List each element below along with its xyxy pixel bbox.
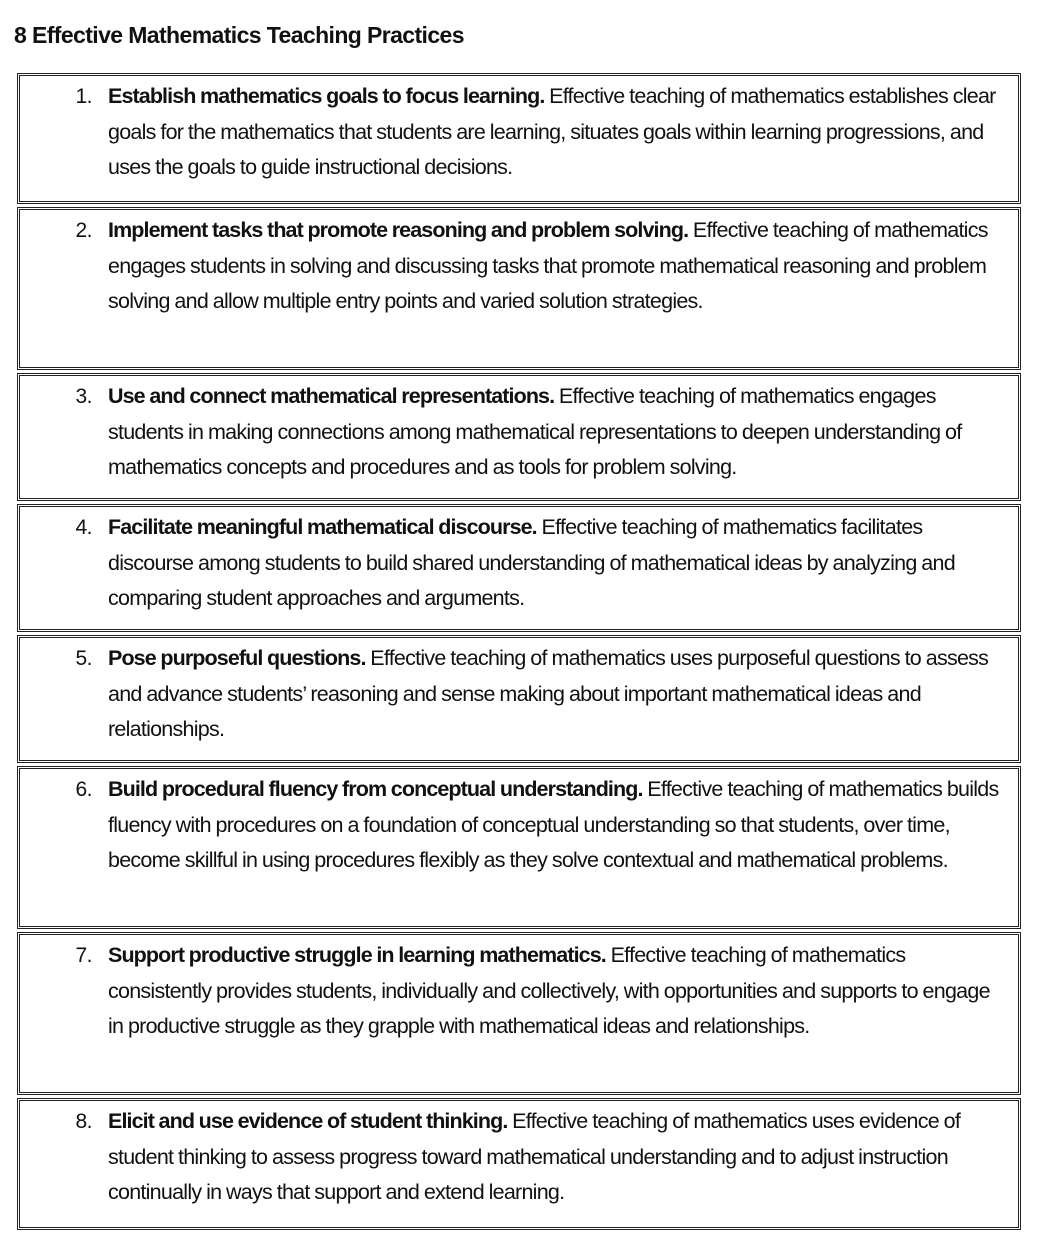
practice-row-2 xyxy=(17,207,1021,370)
practice-text xyxy=(108,769,1018,879)
practice-row-6 xyxy=(17,766,1021,929)
practice-row-7 xyxy=(17,932,1021,1095)
practice-text xyxy=(108,76,1018,186)
practice-row-1 xyxy=(17,73,1021,204)
practice-text xyxy=(108,210,1018,320)
practice-heading: Pose purposeful questions. xyxy=(108,646,366,670)
practice-row-3 xyxy=(17,373,1021,501)
practice-heading: Implement tasks that promote reasoning and problem solving. xyxy=(108,218,689,242)
practice-heading: Support productive struggle in learning mathematics. xyxy=(108,943,606,967)
practice-text xyxy=(108,638,1018,748)
practice-number: 1. xyxy=(75,85,92,108)
practice-heading: Facilitate meaningful mathematical discourse. xyxy=(108,515,537,539)
practice-number: 2. xyxy=(75,219,92,242)
practice-body: Effective teaching of mathematics establishes clear goals for the mathematics that students are learning, situates goals within learning progressions, and uses the goals to guide instructional decisions. xyxy=(108,84,996,179)
page-title: 8 Effective Mathematics Teaching Practices xyxy=(14,22,464,48)
practice-body: Effective teaching of mathematics consistently provides students, individually and collectively, with opportunities and supports to engage in productive struggle as they grapple with mathematical ideas and relationships. xyxy=(108,943,990,1038)
practice-row-4 xyxy=(17,504,1021,632)
practice-heading: Build procedural fluency from conceptual understanding. xyxy=(108,777,643,801)
practice-text xyxy=(108,935,1018,1045)
practice-row-8 xyxy=(17,1098,1021,1230)
practice-body: Effective teaching of mathematics engages students in solving and discussing tasks that promote mathematical reasoning and problem solving and allow multiple entry points and varied solution strategies. xyxy=(108,218,988,313)
practice-heading: Establish mathematics goals to focus learning. xyxy=(108,84,545,108)
practice-row-5 xyxy=(17,635,1021,763)
practice-body: Effective teaching of mathematics facilitates discourse among students to build shared understanding of mathematical ideas by analyzing and comparing student approaches and arguments. xyxy=(108,515,955,610)
practice-heading: Elicit and use evidence of student thinking. xyxy=(108,1109,508,1133)
practice-number: 7. xyxy=(75,944,92,967)
practice-body: Effective teaching of mathematics uses purposeful questions to assess and advance students’ reasoning and sense making about important mathematical ideas and relationships. xyxy=(108,646,989,741)
practice-number: 3. xyxy=(75,385,92,408)
practice-text xyxy=(108,376,1018,486)
practice-number: 8. xyxy=(75,1110,92,1133)
practice-text xyxy=(108,1101,1018,1211)
practice-heading: Use and connect mathematical representations. xyxy=(108,384,555,408)
practice-body: Effective teaching of mathematics engages students in making connections among mathematical representations to deepen understanding of mathematics concepts and procedures and as tools for problem solving. xyxy=(108,384,962,479)
practice-number: 6. xyxy=(75,778,92,801)
practice-number: 5. xyxy=(75,647,92,670)
practice-text xyxy=(108,507,1018,617)
practice-body: Effective teaching of mathematics builds fluency with procedures on a foundation of conceptual understanding so that students, over time, become skillful in using procedures flexibly as they solve contextual and mathematical problems. xyxy=(108,777,999,872)
practice-body: Effective teaching of mathematics uses evidence of student thinking to assess progress toward mathematical understanding and to adjust instruction continually in ways that support and extend learning. xyxy=(108,1109,961,1204)
practice-number: 4. xyxy=(75,516,92,539)
practices-table xyxy=(17,73,1021,1233)
